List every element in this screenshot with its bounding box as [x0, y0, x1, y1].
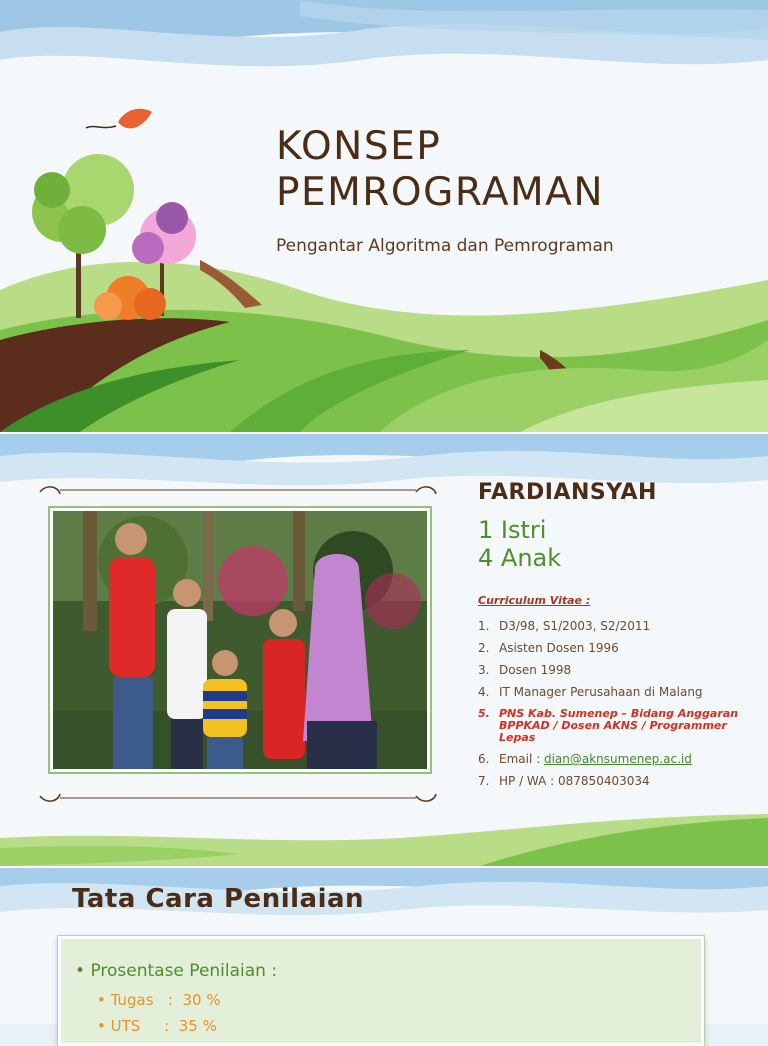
- cv-item-highlight: 5. PNS Kab. Sumenep – Bidang Anggaran BPPKAD / Dosen AKNS / Programmer Lepas: [478, 707, 739, 744]
- grading-panel: [58, 936, 704, 1046]
- landscape-background: [0, 0, 768, 432]
- cv-item-email: 6. Email : dian@aknsumenep.ac.id: [478, 752, 692, 766]
- slide-title[interactable]: [0, 0, 768, 432]
- slide-subtitle: Pengantar Algoritma dan Pemrograman: [276, 236, 614, 256]
- cv-list: [478, 620, 748, 797]
- slide-title-heading: [276, 124, 604, 216]
- cv-heading: Curriculum Vitae :: [478, 594, 591, 607]
- cv-item: 1. D3/98, S1/2003, S2/2011: [478, 619, 651, 633]
- family-photo: [53, 511, 427, 769]
- cv-item-phone: 7. HP / WA : 087850403034: [478, 774, 650, 788]
- grading-item: • Tugas : 30 %: [97, 991, 221, 1009]
- slide-grading-title: Tata Cara Penilaian: [72, 884, 365, 914]
- grading-bullet: • Prosentase Penilaian :: [75, 961, 278, 981]
- grading-item: • UTS : 35 %: [97, 1017, 217, 1035]
- presenter-name: FARDIANSYAH: [478, 480, 657, 505]
- email-link[interactable]: dian@aknsumenep.ac.id: [543, 752, 692, 766]
- title-line-1: KONSEP: [276, 124, 442, 169]
- cv-item: 2. Asisten Dosen 1996: [478, 641, 619, 655]
- slide-grading[interactable]: [0, 868, 768, 1035]
- family-spouse: 1 Istri: [478, 516, 547, 544]
- cv-item: 3. Dosen 1998: [478, 663, 572, 677]
- title-line-2: PEMROGRAMAN: [276, 170, 605, 215]
- cv-item: 4. IT Manager Perusahaan di Malang: [478, 685, 703, 699]
- family-photo-image: [53, 511, 427, 769]
- family-children: 4 Anak: [478, 544, 562, 572]
- profile-photo-frame: [48, 506, 432, 774]
- slide-profile[interactable]: [0, 434, 768, 866]
